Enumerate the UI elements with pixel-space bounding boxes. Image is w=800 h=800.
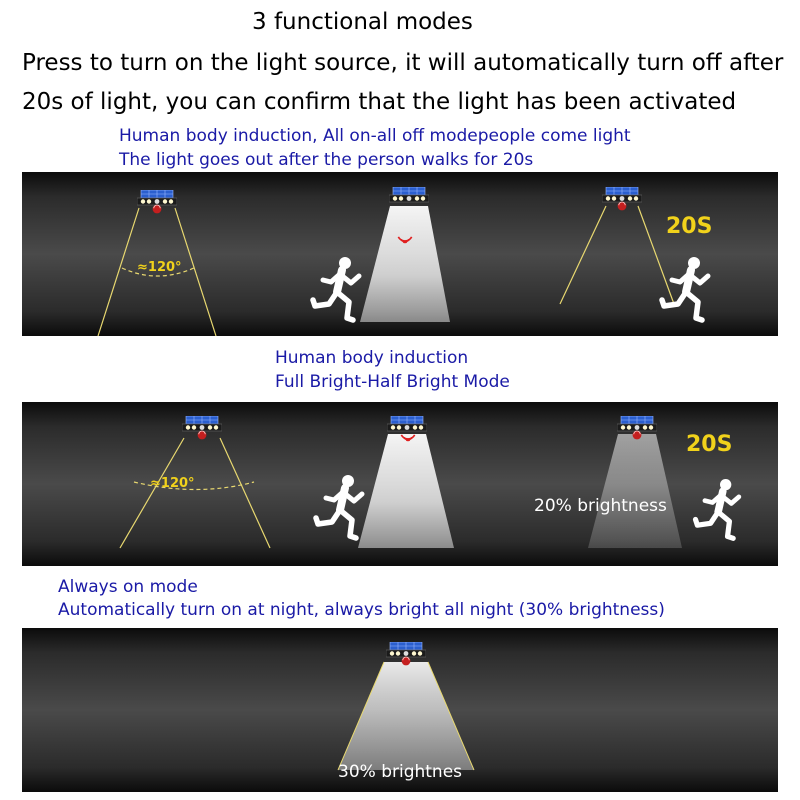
header-line-1: Press to turn on the light source, it will automatically turn off after bbox=[22, 50, 784, 76]
mode1-caption-line1: Human body induction, All on-all off modepeople come light bbox=[119, 126, 631, 146]
mode2-caption-line2: Full Bright-Half Bright Mode bbox=[275, 372, 510, 392]
mode2-scene bbox=[22, 402, 778, 566]
page-title: 3 functional modes bbox=[252, 9, 473, 35]
mode3-caption-line2: Automatically turn on at night, always bright all night (30% brightness) bbox=[58, 600, 665, 620]
solar-lamp-icon bbox=[389, 187, 429, 202]
light-beam-icon bbox=[560, 206, 674, 304]
mode2-timer-label: 20S bbox=[686, 432, 733, 457]
mode1-angle-label: ≈120° bbox=[137, 260, 182, 275]
light-beam-icon bbox=[358, 434, 454, 548]
mode1-timer-label: 20S bbox=[666, 214, 713, 239]
solar-lamp-icon bbox=[182, 416, 222, 431]
light-beam-icon bbox=[120, 438, 270, 548]
solar-lamp-icon bbox=[387, 416, 427, 431]
mode2-panel bbox=[22, 402, 778, 566]
motion-sensor-icon bbox=[153, 205, 162, 214]
running-person-icon bbox=[313, 257, 359, 320]
mode1-panel bbox=[22, 172, 778, 336]
motion-sensor-icon bbox=[618, 202, 627, 211]
mode2-caption-line1: Human body induction bbox=[275, 348, 469, 368]
mode2-angle-label: ≈120° bbox=[150, 476, 195, 491]
header-line-2: 20s of light, you can confirm that the light has been activated bbox=[22, 89, 737, 115]
motion-sensor-icon bbox=[633, 431, 642, 440]
running-person-icon bbox=[695, 479, 738, 538]
mode1-scene bbox=[22, 172, 778, 336]
light-beam-icon bbox=[588, 434, 682, 548]
mode1-caption-line2: The light goes out after the person walks for 20s bbox=[119, 150, 534, 170]
solar-lamp-icon bbox=[386, 642, 426, 657]
mode2-brightness-label: 20% brightness bbox=[534, 496, 667, 516]
solar-lamp-icon bbox=[617, 416, 657, 431]
light-beam-icon bbox=[360, 206, 450, 322]
running-person-icon bbox=[316, 475, 362, 538]
motion-sensor-icon bbox=[402, 657, 411, 666]
solar-lamp-icon bbox=[602, 187, 642, 202]
mode3-caption-line1: Always on mode bbox=[58, 577, 198, 597]
mode3-brightness-label: 30% brightnes bbox=[338, 762, 463, 782]
motion-sensor-icon bbox=[198, 431, 207, 440]
light-beam-icon bbox=[338, 662, 474, 770]
mode3-panel bbox=[22, 628, 778, 792]
solar-lamp-icon bbox=[137, 190, 177, 205]
